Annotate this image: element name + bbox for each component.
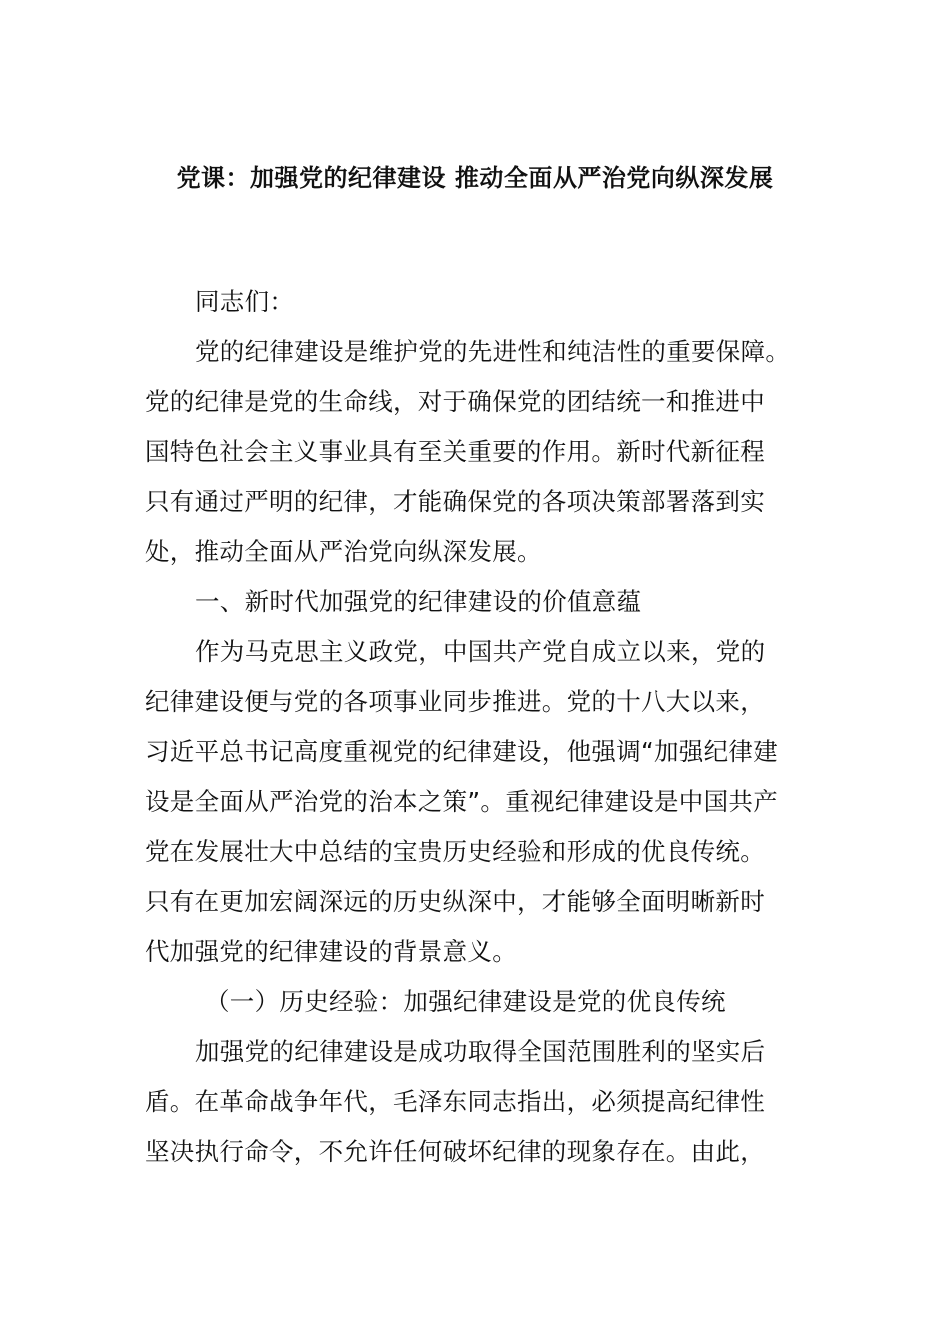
paragraph-line: 设是全面从严治党的治本之策”。重视纪律建设是中国共产 [145, 787, 778, 816]
paragraph-line: 国特色社会主义事业具有至关重要的作用。新时代新征程 [145, 437, 765, 466]
paragraph-line: 党的纪律建设是维护党的先进性和纯洁性的重要保障。 [195, 337, 791, 366]
paragraph-line: 党的纪律是党的生命线，对于确保党的团结统一和推进中 [145, 387, 765, 416]
paragraph-line: 代加强党的纪律建设的背景意义。 [145, 937, 517, 966]
paragraph-line: 党在发展壮大中总结的宝贵历史经验和形成的优良传统。 [145, 837, 765, 866]
paragraph-line: 加强党的纪律建设是成功取得全国范围胜利的坚实后 [195, 1037, 766, 1066]
paragraph-line: 只有在更加宏阔深远的历史纵深中，才能够全面明晰新时 [145, 887, 765, 916]
paragraph-line: 习近平总书记高度重视党的纪律建设，他强调“加强纪律建 [145, 737, 778, 766]
document-title: 党课：加强党的纪律建设 推动全面从严治党向纵深发展 [176, 164, 774, 192]
subsection-heading: （一）历史经验：加强纪律建设是党的优良传统 [205, 987, 726, 1016]
paragraph-line: 只有通过严明的纪律，才能确保党的各项决策部署落到实 [145, 487, 765, 516]
paragraph-line: 纪律建设便与党的各项事业同步推进。党的十八大以来， [145, 687, 765, 716]
paragraph-line: 处，推动全面从严治党向纵深发展。 [145, 537, 542, 566]
paragraph-line: 坚决执行命令，不允许任何破坏纪律的现象存在。由此， [145, 1137, 765, 1166]
greeting: 同志们： [195, 287, 295, 316]
paragraph-line: 作为马克思主义政党，中国共产党自成立以来，党的 [195, 637, 766, 666]
section-heading: 一、新时代加强党的纪律建设的价值意蕴 [195, 587, 642, 616]
paragraph-line: 盾。在革命战争年代，毛泽东同志指出，必须提高纪律性 [145, 1087, 765, 1116]
